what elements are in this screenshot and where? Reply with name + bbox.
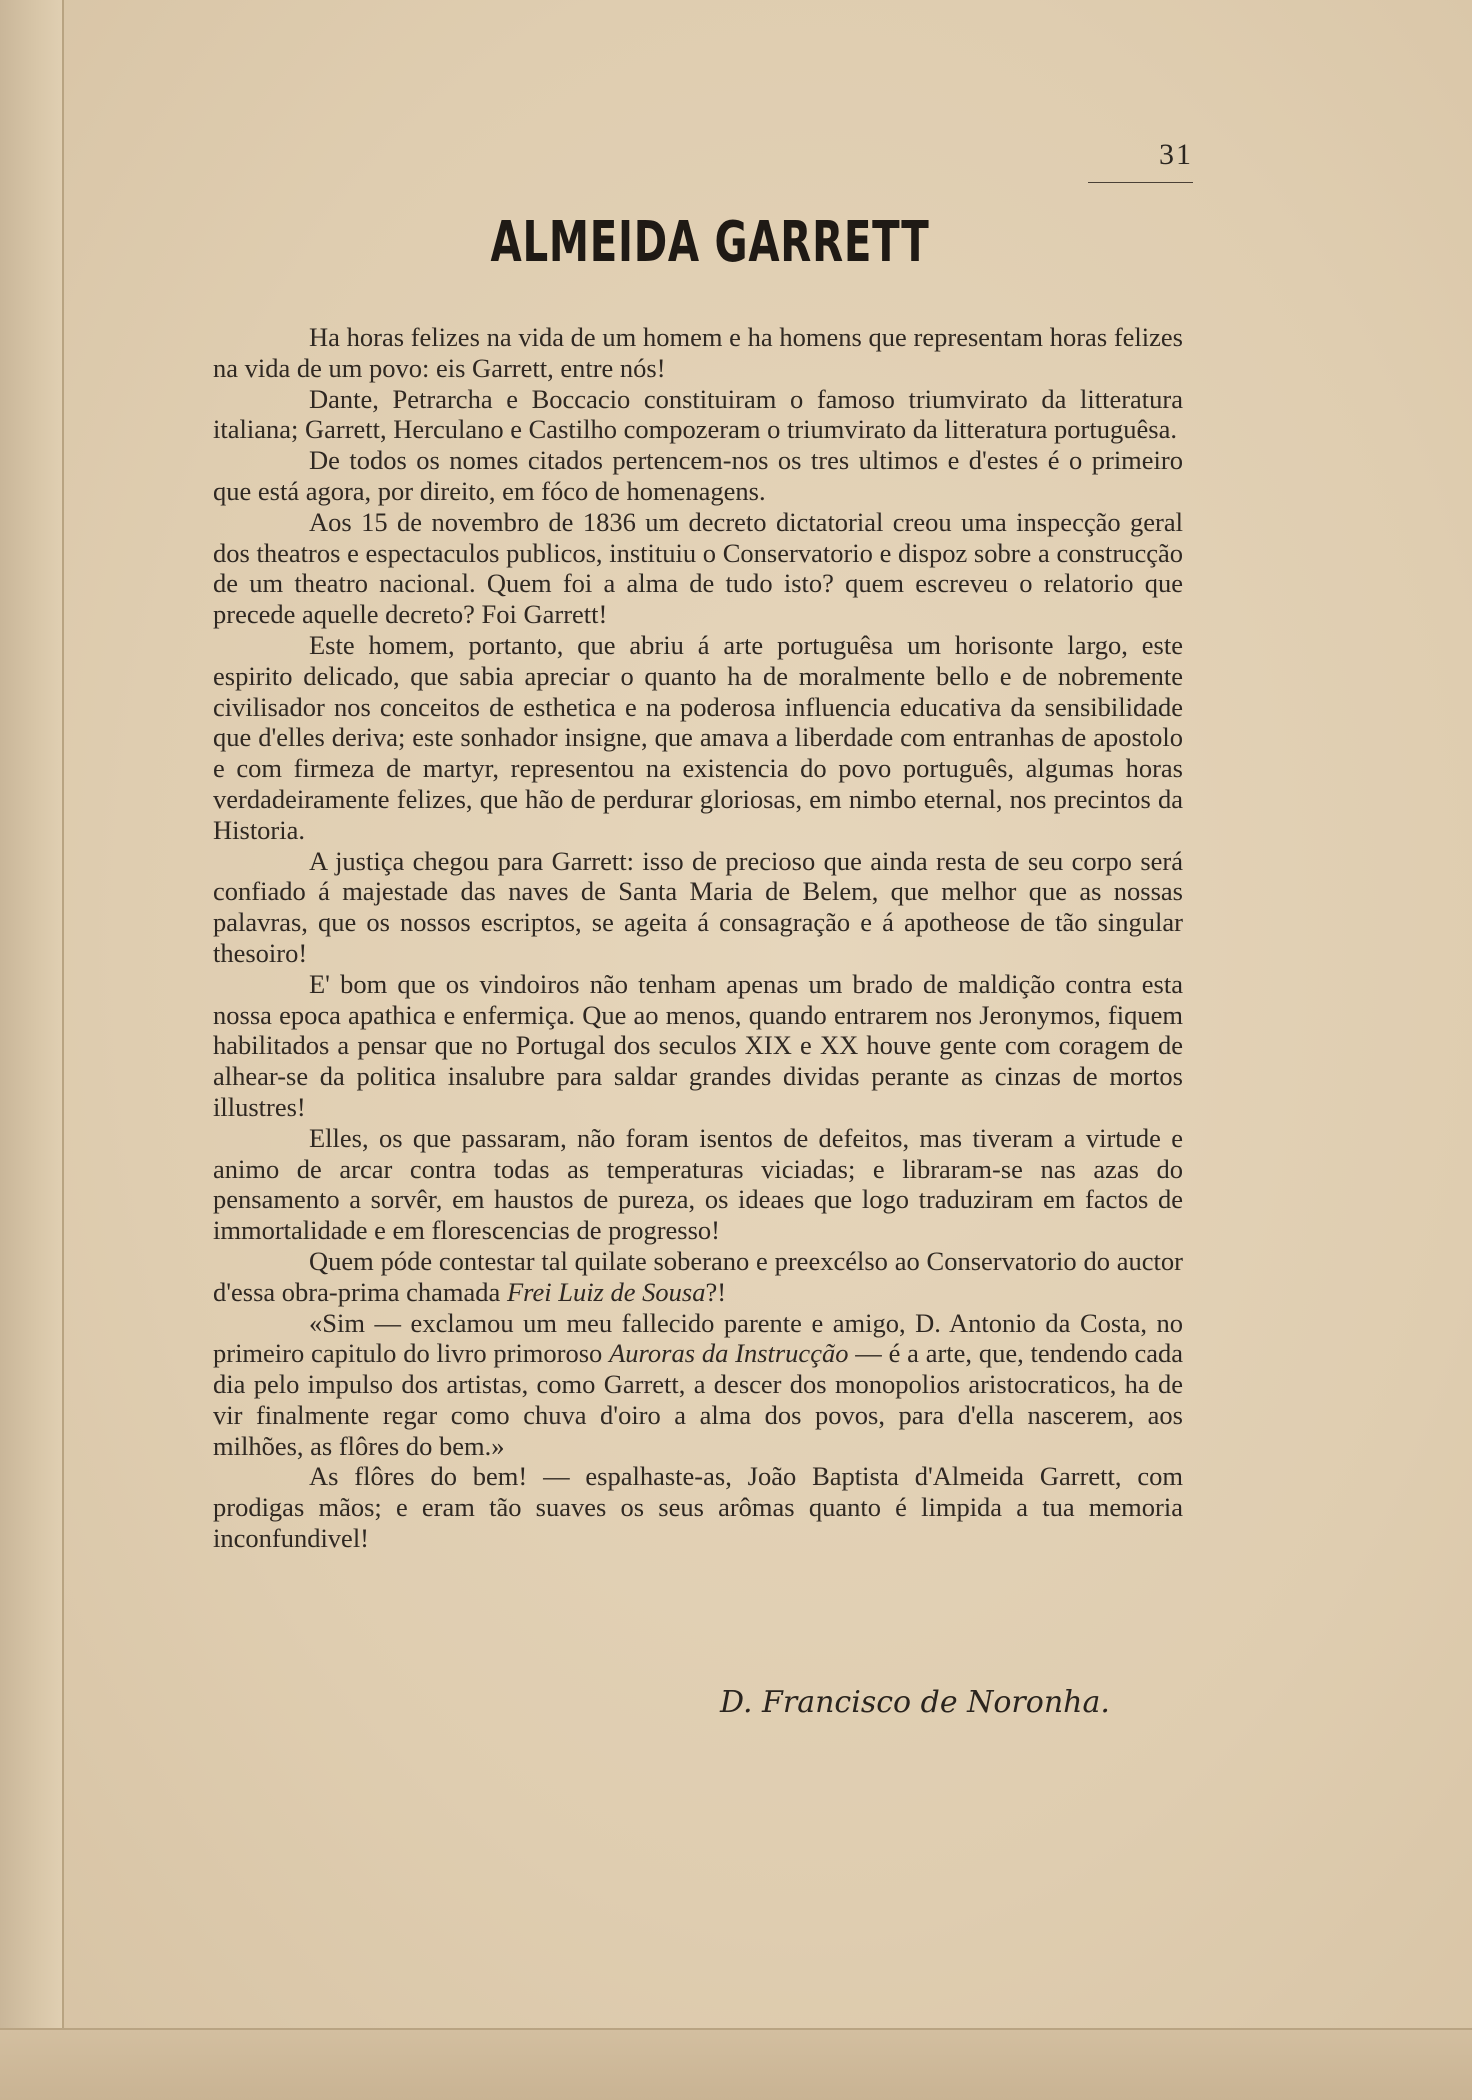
book-binding-edge (0, 0, 64, 2100)
article-body (213, 322, 1183, 1554)
paragraph: A justiça chegou para Garrett: isso de precioso que ainda resta de seu corpo será confiado á majestade das naves de Santa Maria de Belem, que melhor que as nossas palavras, que os nossos escriptos, se ageita á consagração e á apotheose de tão singular thesoiro! (213, 845, 1183, 968)
paragraph-text: «Sim — exclamou um meu fallecido parente e amigo, D. Antonio da Costa, no primeiro capitulo do livro primoroso (213, 1307, 1183, 1369)
paragraph-text: ?! (705, 1276, 727, 1307)
page-number: 31 (1088, 138, 1193, 183)
page-bottom-edge (0, 2028, 1472, 2100)
paragraph: Este homem, portanto, que abriu á arte portuguêsa um horisonte largo, este espirito delicado, que sabia apreciar o quanto ha de moralmente bello e de nobremente civilisador nos conceitos de esthetica e na poderosa influencia educativa da sensibilidade que d'elles deriva; este sonhador insigne, que amava a liberdade com entranhas de apostolo e com firmeza de martyr, representou na existencia do povo português, algumas horas verdadeiramente felizes, que hão de perdurar gloriosas, em nimbo eternal, nos precintos da Historia. (213, 629, 1183, 845)
article-title: ALMEIDA GARRETT (490, 210, 930, 275)
paragraph: Ha horas felizes na vida de um homem e ha homens que representam horas felizes na vida de um povo: eis Garrett, entre nós! (213, 322, 1183, 383)
paragraph: Elles, os que passaram, não foram isentos de defeitos, mas tiveram a virtude e animo de arcar contra todas as temperaturas viciadas; e libraram-se nas azas do pensamento a sorvêr, em haustos de pureza, os ideaes que logo traduziram em factos de immortalidade e em florescencias de progresso! (213, 1122, 1183, 1246)
paragraph: Dante, Petrarcha e Boccacio constituiram o famoso triumvirato da litteratura italiana; Garrett, Herculano e Castilho compozeram o triumvirato da litteratura portuguêsa. (213, 383, 1183, 445)
paragraph: As flôres do bem! — espalhaste-as, João Baptista d'Almeida Garrett, com prodigas mãos; e eram tão suaves os seus arômas quanto é limpida a tua memoria inconfundivel! (213, 1461, 1183, 1554)
paragraph-text: — é a arte, que, tendendo cada dia pelo impulso dos artistas, como Garrett, a descer dos monopolios aristocraticos, ha de vir finalmente regar como chuva d'oiro a alma dos povos, para d'ella nascerem, aos milhões, as flôres do bem.» (213, 1338, 1184, 1461)
paragraph: Aos 15 de novembro de 1836 um decreto dictatorial creou uma inspecção geral dos theatros e espectaculos publicos, instituiu o Conservatorio e dispoz sobre a construcção de um theatro nacional. Quem foi a alma de tudo isto? quem escreveu o relatorio que precede aquelle decreto? Foi Garrett! (213, 506, 1183, 630)
paragraph-text: Quem póde contestar tal quilate soberano e preexcélso ao Conservatorio do auctor d'essa obra-prima chamada (213, 1245, 1183, 1307)
author-signature: D. Francisco de Noronha. (720, 1685, 1110, 1720)
paragraph: E' bom que os vindoiros não tenham apenas um brado de maldição contra esta nossa epoca apathica e enfermiça. Que ao menos, quando entrarem nos Jeronymos, fiquem habilitados a pensar que no Portugal dos seculos XIX e XX houve gente com coragem de alhear-se da politica insalubre para saldar grandes dividas perante as cinzas de mortos illustres! (213, 968, 1183, 1122)
book-title-italic: Auroras da Instrucção (609, 1338, 849, 1369)
paragraph: De todos os nomes citados pertencem-nos os tres ultimos e d'estes é o primeiro que está agora, por direito, em fóco de homenagens. (213, 445, 1183, 506)
paragraph (213, 1246, 1183, 1308)
paragraph (213, 1308, 1183, 1462)
book-title-italic: Frei Luiz de Sousa (506, 1276, 706, 1307)
